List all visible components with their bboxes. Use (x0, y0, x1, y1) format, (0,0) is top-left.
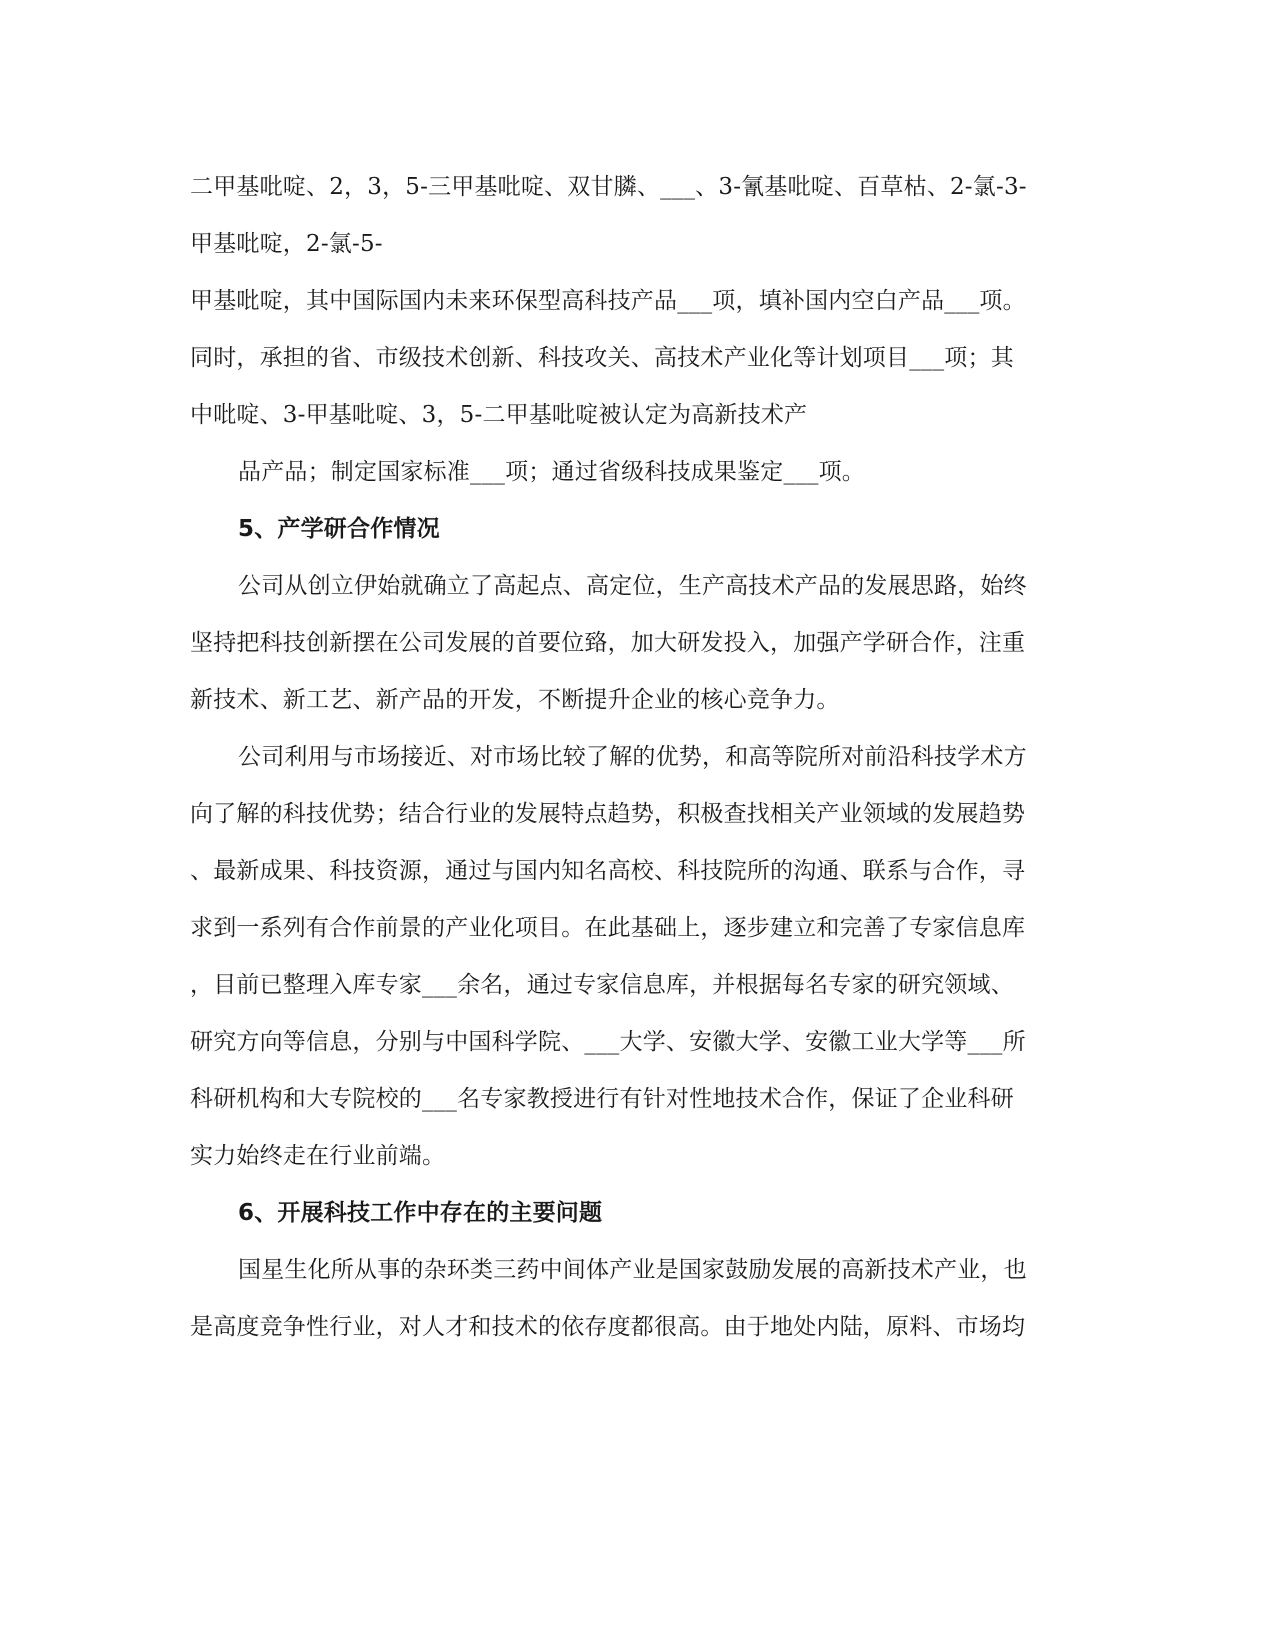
paragraph-line: ，目前已整理入库专家___余名，通过专家信息库，并根据每名专家的研究领域、 (190, 972, 1014, 998)
paragraph-line: 、最新成果、科技资源，通过与国内知名高校、科技院所的沟通、联系与合作，寻 (190, 858, 1026, 884)
text-line: 甲基吡啶，2-氯-5- (190, 231, 383, 257)
paragraph-line: 坚持把科技创新摆在公司发展的首要位臵，加大研发投入，加强产学研合作，注重 (190, 630, 1026, 656)
paragraph-line: 求到一系列有合作前景的产业化项目。在此基础上，逐步建立和完善了专家信息库 (190, 915, 1026, 941)
text-line: 甲基吡啶，其中国际国内未来环保型高科技产品___项，填补国内空白产品___项。 (190, 288, 1026, 314)
text-line: 同时，承担的省、市级技术创新、科技攻关、高技术产业化等计划项目___项；其 (190, 345, 1014, 371)
paragraph-line: 实力始终走在行业前端。 (190, 1143, 446, 1169)
paragraph-line: 科研机构和大专院校的___名专家教授进行有针对性地技术合作，保证了企业科研 (190, 1086, 1014, 1112)
paragraph-line: 是高度竞争性行业，对人才和技术的依存度都很高。由于地处内陆，原料、市场均 (190, 1314, 1026, 1340)
paragraph-line: 向了解的科技优势；结合行业的发展特点趋势，积极查找相关产业领域的发展趋势 (190, 801, 1026, 827)
text-line: 中吡啶、3-甲基吡啶、3，5-二甲基吡啶被认定为高新技术产 (190, 402, 808, 428)
section-heading-5: 5、产学研合作情况 (238, 516, 440, 542)
text-line: 二甲基吡啶、2，3，5-三甲基吡啶、双甘膦、___、3-氰基吡啶、百草枯、2-氯-3- (190, 174, 1027, 200)
section-heading-6: 6、开展科技工作中存在的主要问题 (238, 1200, 603, 1226)
text-line: 品产品；制定国家标准___项；通过省级科技成果鉴定___项。 (238, 459, 865, 485)
paragraph-line: 公司从创立伊始就确立了高起点、高定位，生产高技术产品的发展思路，始终 (238, 573, 1027, 599)
paragraph-line: 国星生化所从事的杂环类三药中间体产业是国家鼓励发展的高新技术产业，也 (238, 1257, 1027, 1283)
paragraph-line: 公司利用与市场接近、对市场比较了解的优势，和高等院所对前沿科技学术方 (238, 744, 1027, 770)
paragraph-line: 新技术、新工艺、新产品的开发，不断提升企业的核心竞争力。 (190, 687, 840, 713)
paragraph-line: 研究方向等信息，分别与中国科学院、___大学、安徽大学、安徽工业大学等___所 (190, 1029, 1026, 1055)
